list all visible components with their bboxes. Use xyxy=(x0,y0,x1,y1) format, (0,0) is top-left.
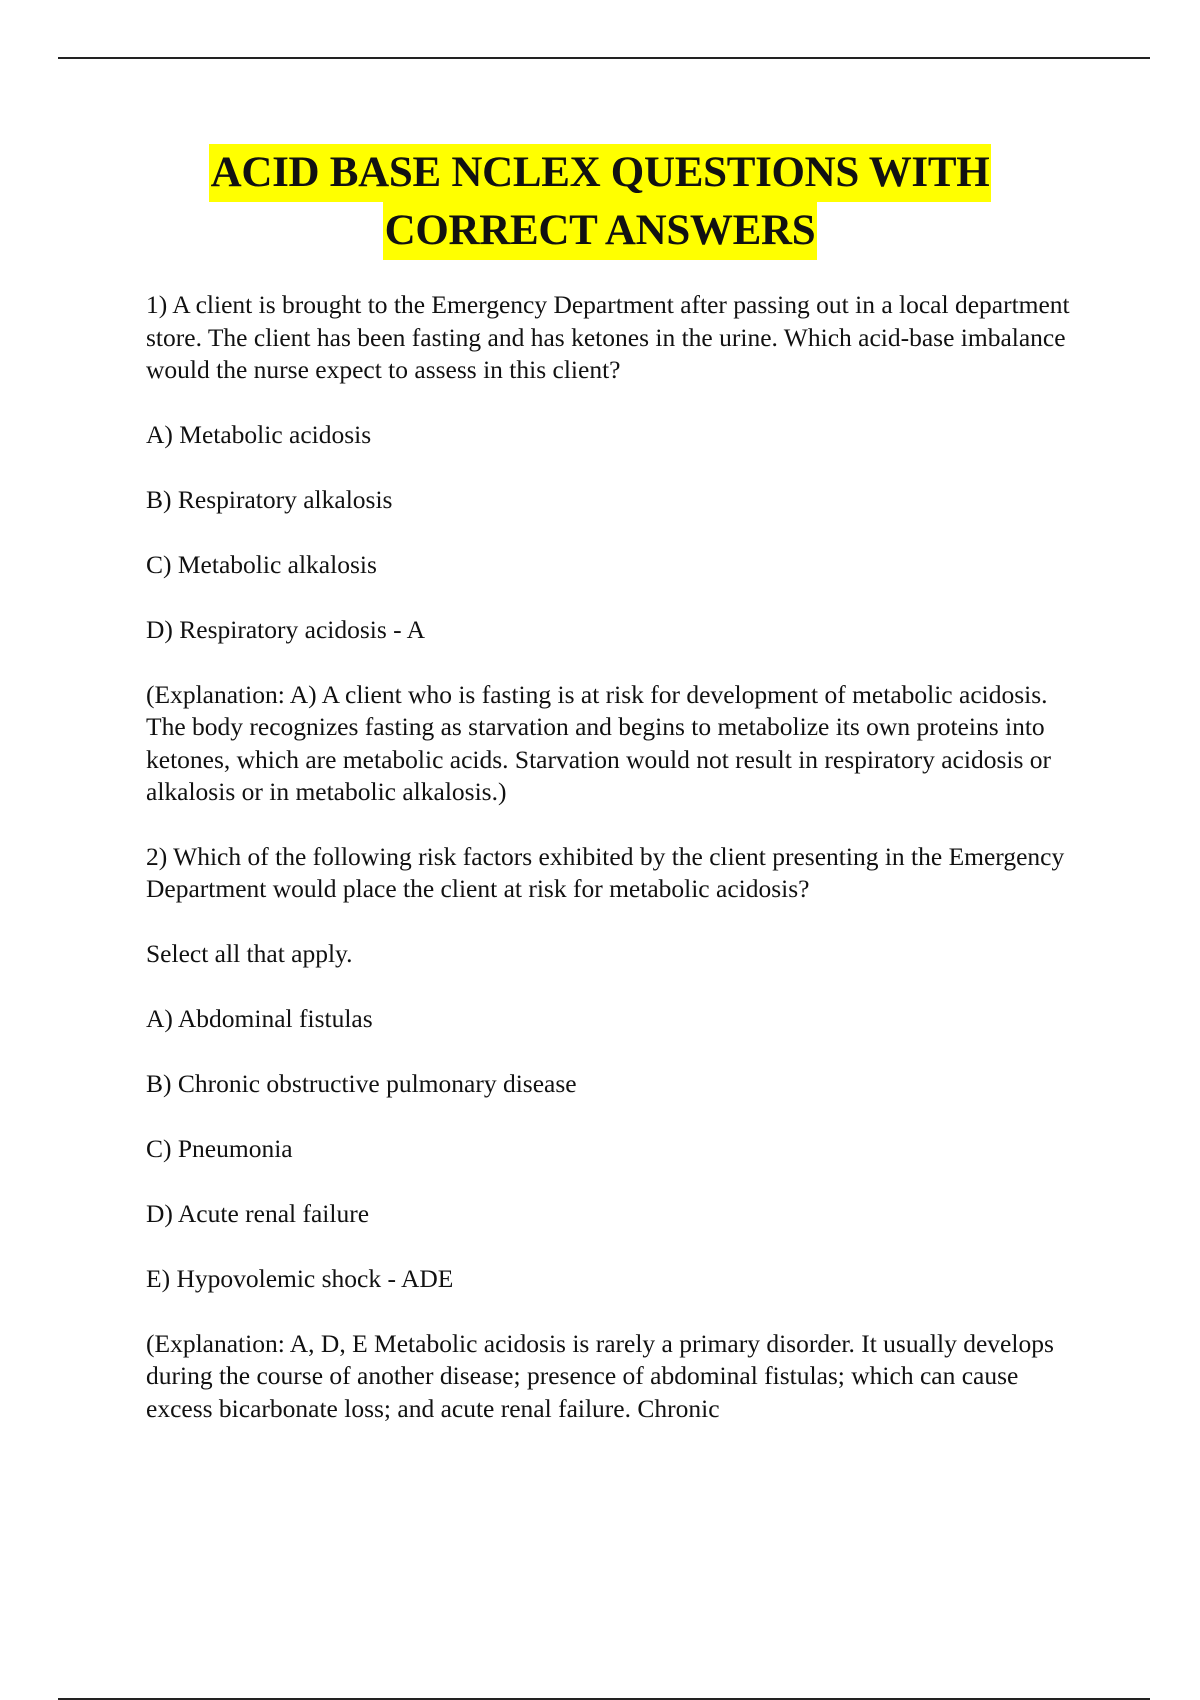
document-title xyxy=(0,144,1200,260)
title-line-2: CORRECT ANSWERS xyxy=(383,202,818,260)
document-body xyxy=(146,289,1086,1457)
answer-option: A) Abdominal fistulas xyxy=(146,1003,373,1033)
question-instruction: Select all that apply. xyxy=(146,938,353,968)
answer-option: A) Metabolic acidosis xyxy=(146,419,372,449)
top-rule xyxy=(58,57,1150,59)
answer-option: D) Respiratory acidosis - A xyxy=(146,614,426,644)
answer-option: B) Chronic obstructive pulmonary disease xyxy=(146,1068,577,1098)
answer-option: B) Respiratory alkalosis xyxy=(146,484,393,514)
title-line-1: ACID BASE NCLEX QUESTIONS WITH xyxy=(209,144,992,202)
explanation: (Explanation: A, D, E Metabolic acidosis is rarely a primary disorder. It usually develops during the course of another disease; presence of abdominal fistulas; which can cause excess bicarbonate loss; and acute renal failure. Chronic xyxy=(146,1328,1054,1423)
answer-option: E) Hypovolemic shock - ADE xyxy=(146,1263,454,1293)
answer-option: C) Metabolic alkalosis xyxy=(146,549,377,579)
question-stem: 1) A client is brought to the Emergency Department after passing out in a local department store. The client has been fasting and has ketones in the urine. Which acid-base imbalance would the nurse expect to assess in this client? xyxy=(146,290,1070,384)
question-1 xyxy=(146,289,1086,809)
question-2 xyxy=(146,841,1086,1426)
explanation: (Explanation: A) A client who is fasting is at risk for development of metabolic acidosis. The body recognizes fasting as starvation and begins to metabolize its own proteins into ketones, which are metabolic acids. Starvation would not result in respiratory acidosis or alkalosis or in metabolic alkalosis.) xyxy=(146,679,1052,806)
answer-option: D) Acute renal failure xyxy=(146,1198,370,1228)
question-stem: 2) Which of the following risk factors exhibited by the client presenting in the Emergency Department would place the client at risk for metabolic acidosis? xyxy=(146,841,1065,903)
answer-option: C) Pneumonia xyxy=(146,1133,293,1163)
